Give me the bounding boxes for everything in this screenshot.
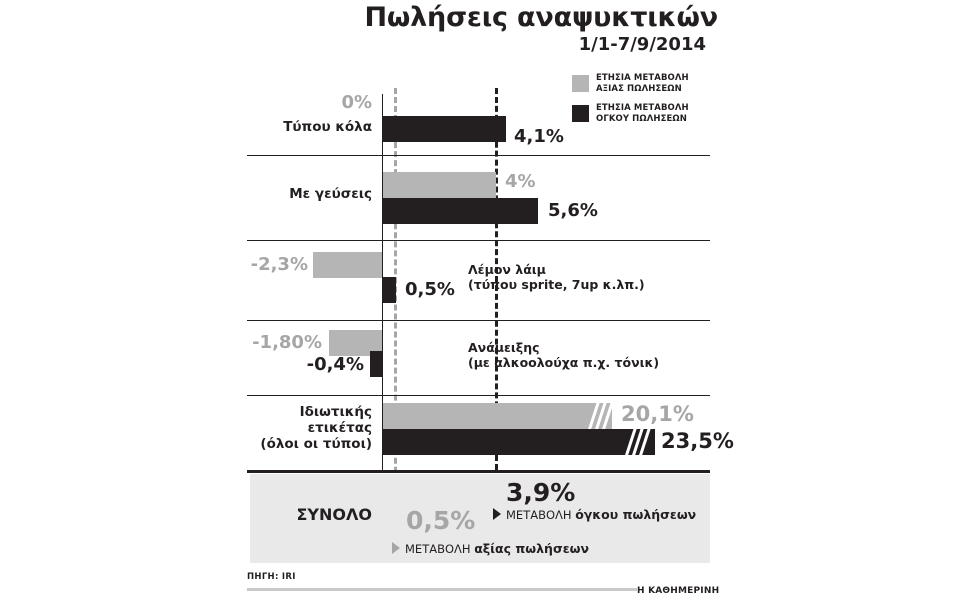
bar-value-row-4: [383, 403, 612, 429]
row-separator: [247, 240, 710, 241]
bar-value-row-1: [383, 172, 496, 198]
total-value-caption-bold: αξίας πωλήσεων: [474, 541, 590, 556]
bar-volume-row-3: [370, 351, 382, 377]
bar-volume-row-4: [383, 429, 655, 455]
row-separator: [247, 395, 710, 396]
category-label-row-4: [232, 404, 372, 452]
total-value-value: 0,5%: [406, 506, 476, 535]
volume-label-row-4: 23,5%: [661, 429, 734, 453]
total-volume-arrow-icon: [493, 508, 501, 520]
bar-volume-row-2: [383, 277, 396, 303]
category-label-row-1: Με γεύσεις: [289, 186, 372, 202]
total-label: ΣΥΝΟΛΟ: [296, 505, 372, 524]
value-label-row-1: 4%: [505, 171, 536, 192]
bar-volume-row-0: [383, 116, 506, 142]
value-label-row-0: 0%: [341, 92, 372, 113]
page-title: Πωλήσεις αναψυκτικών: [364, 2, 718, 33]
bar-volume-row-1: [383, 198, 538, 224]
total-value-caption: [405, 542, 589, 556]
legend-label-value-change-line1: ΕΤΗΣΙΑ ΜΕΤΑΒΟΛΗ: [596, 73, 689, 83]
legend-label-volume-change-line2: ΟΓΚΟΥ ΠΩΛΗΣΕΩΝ: [596, 114, 687, 124]
total-band-top-rule: [247, 470, 710, 473]
value-label-row-2: -2,3%: [250, 254, 308, 275]
bar-value-row-2: [313, 252, 382, 278]
total-value-caption-plain: ΜΕΤΑΒΟΛΗ: [405, 542, 475, 556]
category-label-row-2-line2: (τύπου sprite, 7up κ.λπ.): [468, 277, 645, 292]
value-label-row-4: 20,1%: [621, 402, 694, 426]
category-label-row-4-line3: (όλοι οι τύποι): [260, 436, 372, 452]
category-label-row-3-line2: (με αλκοολούχα π.χ. τόνικ): [468, 355, 660, 370]
legend-label-volume-change-line1: ΕΤΗΣΙΑ ΜΕΤΑΒΟΛΗ: [596, 103, 689, 113]
category-label-row-0: Τύπου κόλα: [283, 119, 372, 135]
row-separator: [247, 320, 710, 321]
category-label-row-4-line1: Ιδιωτικής: [299, 404, 372, 420]
volume-label-row-0: 4,1%: [514, 126, 564, 147]
category-label-row-3: [468, 340, 659, 370]
row-separator: [247, 155, 710, 156]
brand-label: Η ΚΑΘΗΜΕΡΙΝΗ: [637, 586, 720, 596]
total-volume-caption: [506, 508, 696, 522]
legend-label-value-change-line2: ΑΞΙΑΣ ΠΩΛΗΣΕΩΝ: [596, 84, 682, 94]
total-volume-caption-bold: όγκου πωλήσεων: [575, 507, 697, 522]
volume-label-row-3: -0,4%: [306, 354, 364, 375]
volume-label-row-1: 5,6%: [548, 200, 598, 221]
bar-break-mark-volume-row-4: [625, 429, 651, 455]
value-label-row-3: -1,80%: [252, 332, 322, 353]
source-label: ΠΗΓΗ: IRI: [247, 572, 296, 582]
total-value-arrow-icon: [392, 542, 400, 554]
total-volume-value: 3,9%: [506, 478, 576, 507]
category-label-row-4-line2: ετικέτας: [307, 420, 372, 436]
category-label-row-2-line1: Λέμον λάιμ: [468, 262, 546, 277]
footer-rule: [247, 588, 637, 591]
category-label-row-3-line1: Ανάμειξης: [468, 340, 540, 355]
volume-label-row-2: 0,5%: [405, 279, 455, 300]
bar-break-mark-value-row-4: [588, 403, 614, 429]
category-label-row-2: [468, 262, 645, 292]
total-volume-caption-plain: ΜΕΤΑΒΟΛΗ: [506, 508, 576, 522]
date-range-subtitle: 1/1-7/9/2014: [578, 34, 706, 55]
